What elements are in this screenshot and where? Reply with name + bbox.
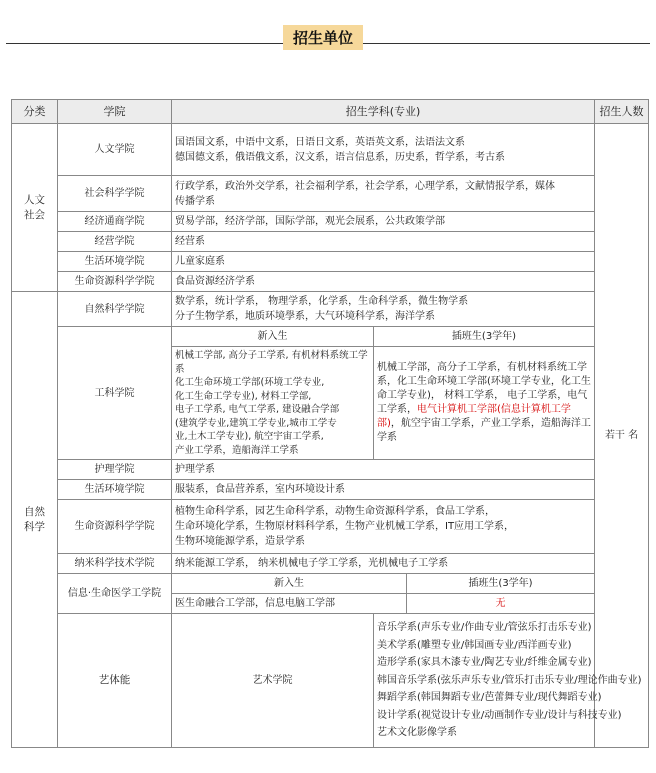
header-count: 招生人数 [595,100,649,124]
info-bio-new-majors: 医生命融合工学部，信息电脑工学部 [172,594,407,614]
college-humanities: 人文学院 [58,124,172,176]
majors-nursing: 护理学系 [172,460,595,480]
category-science: 自然 科学 [12,292,58,748]
college-business: 经营学院 [58,232,172,252]
table-row [12,500,649,554]
table-row [12,327,649,347]
majors-social-science: 行政学系，政治外交学系，社会福利学系，社会学系，心理学系，文献情报学系，媒体 传播学系 [172,176,595,212]
majors-humanities: 国语国文系，中语中文系，日语日文系，英语英文系，法语法文系 德国德文系，俄语俄文系，汉文系，语言信息系，历史系，哲学系，考古系 [172,124,595,176]
table-row [12,554,649,574]
table-row [12,480,649,500]
header-college: 学院 [58,100,172,124]
table-row [12,124,649,176]
college-economics: 经济通商学院 [58,212,172,232]
table-row [12,176,649,212]
majors-arts: 音乐学系(声乐专业/作曲专业/管弦乐打击乐专业) 美术学系(雕塑专业/韩国画专业/西洋画专业) 造形学系(家具木漆专业/陶艺专业/纤维金属专业) 韩国音乐学系(弦乐声乐专业/管乐打击乐专业/理论作曲专业) 舞蹈学系(韩国舞蹈专业/芭蕾舞专业/现代舞蹈专业) 设计学系(视觉设计专业/动画制作专业/设计与科技专业) 艺术文化影像学系 [374,614,649,748]
college-living-env-science: 生活环境学院 [58,480,172,500]
table-row [12,212,649,232]
engineering-transfer-label: 插班生(3学年) [374,327,595,347]
header-majors: 招生学科(专业) [172,100,595,124]
majors-living-env-science: 服装系，食品营养系，室内环境设计系 [172,480,595,500]
table-row [12,574,649,594]
college-info-bio: 信息·生命医学工学院 [58,574,172,614]
majors-nano: 纳米能源工学系， 纳米机械电子学工学系，光机械电子工学系 [172,554,595,574]
info-bio-transfer-value: 无 [407,594,595,614]
college-living-env: 生活环境学院 [58,252,172,272]
category-arts: 艺体能 [58,614,172,748]
table-row [12,252,649,272]
table-row [12,460,649,480]
table-row [12,232,649,252]
header-row [12,100,649,124]
admissions-table [11,99,649,748]
majors-business: 经营系 [172,232,595,252]
admission-count: 若干 名 [595,124,649,748]
majors-economics: 贸易学部，经济学部，国际学部，观光会展系，公共政策学部 [172,212,595,232]
table-row [12,614,649,748]
category-humanities: 人文 社会 [12,124,58,292]
info-bio-transfer-label: 插班生(3学年) [407,574,595,594]
majors-life-resources: 植物生命科学系，园艺生命科学系，动物生命资源科学系，食品工学系， 生命环境化学系，生物原材料科学系，生物产业机械工学系，IT应用工学系， 生物环境能源学系，造景学系 [172,500,595,554]
engineering-new-majors: 机械工学部, 高分子工学系, 有机材料系统工学系 化工生命环境工学部(环境工学专业, 化工生命工学专业), 材料工学部, 电子工学系, 电气工学系, 建设融合学部 (建筑学专业,建筑工学专业,城市工学专 业,土木工学专业), 航空宇宙工学系, 产业工学系，造船海洋工学系 [172,347,374,460]
college-life-resources: 生命资源科学学院 [58,500,172,554]
college-social-science: 社会科学学院 [58,176,172,212]
header-category: 分类 [12,100,58,124]
engineering-new-label: 新入生 [172,327,374,347]
college-nursing: 护理学院 [58,460,172,480]
college-life-science: 生命资源科学学院 [58,272,172,292]
engineering-transfer-majors: 机械工学部，高分子工学系，有机材料系统工学系，化工生命环境工学部(环境工学专业，化工生命工学专业)， 材料工学系， 电子工学系，电气工学系，电气计算机工学部(信息计算机工学部)，航空宇宙工学系，产业工学系，造船海洋工学系 [374,347,595,460]
info-bio-new-label: 新入生 [172,574,407,594]
page-title: 招生单位 [283,25,363,50]
college-natural-science: 自然科学学院 [58,292,172,327]
college-arts: 艺术学院 [172,614,374,748]
highlight-text: 电气计算机工学部(信息计算机工学部) [377,404,571,429]
college-nano: 纳米科学技术学院 [58,554,172,574]
majors-living-env: 儿童家庭系 [172,252,595,272]
table-row [12,272,649,292]
table-row [12,292,649,327]
majors-life-science: 食品资源经济学系 [172,272,595,292]
majors-natural-science: 数学系，统计学系， 物理学系，化学系，生命科学系，微生物学系 分子生物学系，地质环境學系，大气环境科学系，海洋学系 [172,292,595,327]
college-engineering: 工科学院 [58,327,172,460]
